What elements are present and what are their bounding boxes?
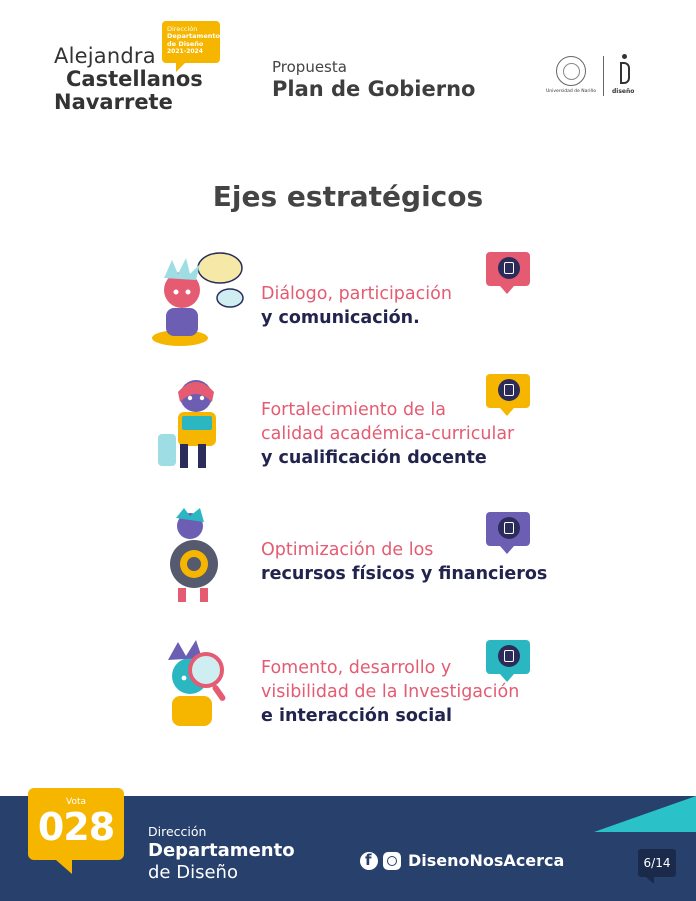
vote-number: 028: [37, 805, 115, 849]
character-reading-icon: [150, 372, 246, 472]
university-label: Universidad de Nariño: [546, 89, 597, 94]
axis-line: Optimización de los: [261, 540, 434, 560]
character-speaking-icon: [150, 250, 246, 350]
axis-line: Fortalecimiento de la: [261, 400, 446, 420]
badge-line1: Dirección: [167, 25, 198, 33]
badge-line2a: Departamento: [167, 32, 220, 40]
bubble-tail: [500, 674, 514, 682]
character-magnifier-icon: [150, 640, 246, 740]
candidate-first-name: Alejandra: [54, 44, 156, 68]
footer-direction: [148, 824, 295, 883]
facebook-icon[interactable]: [360, 852, 378, 870]
badge-line2b: de Diseño: [167, 39, 204, 48]
character-gear-icon: [150, 508, 246, 608]
plan-label: Propuesta: [272, 58, 347, 76]
axis-item-research: [150, 640, 550, 740]
university-seal-icon: [556, 56, 586, 86]
design-logo-label: diseño: [612, 88, 635, 95]
axis-line: Fomento, desarrollo y: [261, 658, 452, 678]
axis-line: visibilidad de la Investigación: [261, 682, 520, 702]
plan-title: Plan de Gobierno: [272, 77, 476, 101]
page-header: [0, 0, 696, 130]
certificate-icon: [486, 374, 530, 408]
bubble-tail: [500, 286, 514, 294]
axis-item-dialogue: [150, 250, 550, 350]
axis-line: recursos físicos y financieros: [261, 564, 548, 584]
hand-raised-icon: [486, 252, 530, 286]
footer-dir-line1: Dirección: [148, 824, 207, 839]
axis-line: y comunicación.: [261, 308, 420, 328]
vote-label: Vota: [65, 797, 86, 807]
candidate-surname-2: Navarrete: [54, 90, 173, 114]
candidate-surname-1: Castellanos: [66, 67, 203, 91]
axis-line: y cualificación docente: [261, 448, 487, 468]
bubble-tail: [500, 408, 514, 416]
vote-badge: [28, 788, 124, 860]
axis-line: Diálogo, participación: [261, 284, 452, 304]
axis-line: e interacción social: [261, 706, 453, 726]
direction-badge: [162, 21, 220, 63]
axis-item-resources: [150, 508, 550, 608]
instagram-icon[interactable]: [383, 852, 401, 870]
institution-logos: [546, 52, 642, 102]
logo-divider: [603, 56, 604, 96]
design-logo-icon: [618, 54, 632, 86]
page-title: Ejes estratégicos: [212, 180, 484, 213]
footer-dir-line2: Departamento: [148, 840, 295, 861]
axis-line: calidad académica-curricular: [261, 424, 515, 444]
bubble-tail: [500, 546, 514, 554]
footer-dir-line3: de Diseño: [148, 862, 238, 883]
globe-screen-icon: [486, 640, 530, 674]
plan-heading: [272, 58, 475, 101]
footer-teal-accent: [594, 796, 696, 832]
building-icon: [486, 512, 530, 546]
badge-line3: 2021-2024: [167, 48, 203, 55]
page-number: 6/14: [638, 849, 676, 877]
social-handle[interactable]: DisenoNosAcerca: [408, 851, 565, 870]
axis-item-quality: [150, 372, 550, 472]
social-links: [360, 851, 564, 870]
